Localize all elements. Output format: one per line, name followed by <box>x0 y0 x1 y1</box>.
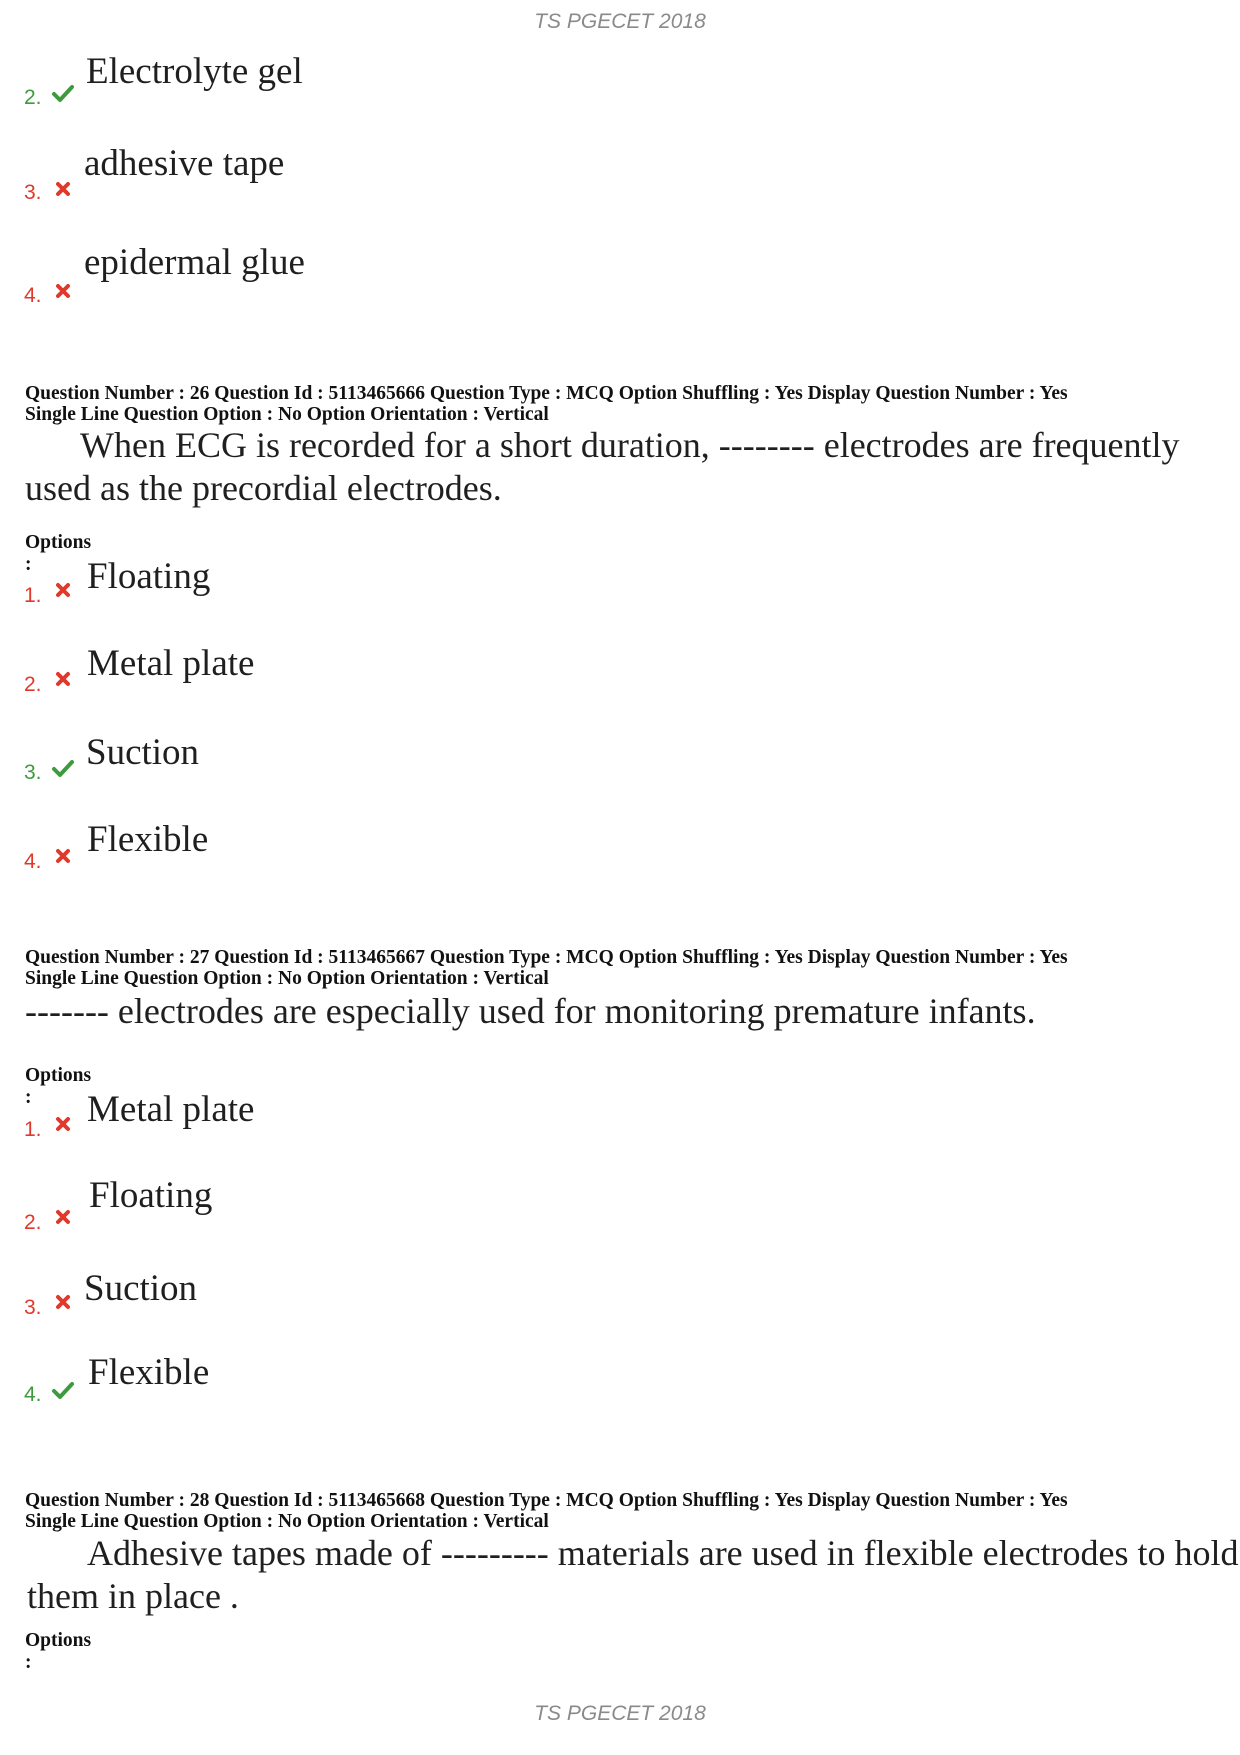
question-meta-line2: Single Line Question Option : No Option Orientation : Vertical <box>25 1511 549 1532</box>
option-number: 2. <box>24 86 42 109</box>
options-label: Options : <box>25 1065 92 1108</box>
option-text: epidermal glue <box>84 242 305 283</box>
cross-icon <box>55 671 71 687</box>
option-number: 3. <box>24 1296 42 1319</box>
cross-icon <box>55 1209 71 1225</box>
cross-icon <box>55 1294 71 1310</box>
option-3 <box>24 181 42 205</box>
question-text-line1: When ECG is recorded for a short duration, -------- electrodes are frequently <box>80 425 1180 465</box>
option-text: adhesive tape <box>84 143 285 184</box>
check-icon <box>51 758 75 778</box>
cross-icon <box>55 181 71 197</box>
option-text: Floating <box>87 556 211 597</box>
option-text: Suction <box>86 732 200 773</box>
option-text: Metal plate <box>87 643 255 684</box>
option-2 <box>24 86 42 110</box>
option-text: Floating <box>89 1175 213 1216</box>
option-text: Metal plate <box>87 1089 255 1130</box>
option-number: 1. <box>24 584 42 607</box>
option-number: 4. <box>24 284 42 307</box>
option-number: 3. <box>24 181 42 204</box>
question-meta-line1: Question Number : 26 Question Id : 5113465666 Question Type : MCQ Option Shuffling : Yes Display Question Number : Yes <box>25 383 1068 404</box>
page-footer: TS PGECET 2018 <box>534 1702 706 1725</box>
cross-icon <box>55 848 71 864</box>
option-number: 3. <box>24 761 42 784</box>
option-4 <box>24 284 42 308</box>
cross-icon <box>55 1116 71 1132</box>
check-icon <box>51 1380 75 1400</box>
option-number: 4. <box>24 1383 42 1406</box>
question-meta-line1: Question Number : 27 Question Id : 5113465667 Question Type : MCQ Option Shuffling : Yes Display Question Number : Yes <box>25 947 1068 968</box>
question-meta-line2: Single Line Question Option : No Option Orientation : Vertical <box>25 404 549 425</box>
check-icon <box>51 83 75 103</box>
options-label: Options : <box>25 1630 92 1673</box>
question-text-line2: them in place . <box>27 1576 239 1616</box>
question-meta-line1: Question Number : 28 Question Id : 5113465668 Question Type : MCQ Option Shuffling : Yes Display Question Number : Yes <box>25 1490 1068 1511</box>
question-meta-line2: Single Line Question Option : No Option Orientation : Vertical <box>25 968 549 989</box>
option-text: Electrolyte gel <box>86 51 303 92</box>
option-number: 4. <box>24 850 42 873</box>
options-label: Options : <box>25 532 92 575</box>
option-text: Flexible <box>87 819 209 860</box>
question-text-line1: Adhesive tapes made of --------- materials are used in flexible electrodes to hold <box>87 1533 1239 1573</box>
option-number: 2. <box>24 1211 42 1234</box>
cross-icon <box>55 582 71 598</box>
option-text: Suction <box>84 1268 198 1309</box>
cross-icon <box>55 283 71 299</box>
option-number: 1. <box>24 1118 42 1141</box>
option-text: Flexible <box>88 1352 210 1393</box>
page-header: TS PGECET 2018 <box>534 10 706 33</box>
option-number: 2. <box>24 673 42 696</box>
question-text-line2: used as the precordial electrodes. <box>25 468 502 508</box>
question-text-line1: ------- electrodes are especially used for monitoring premature infants. <box>25 991 1036 1031</box>
